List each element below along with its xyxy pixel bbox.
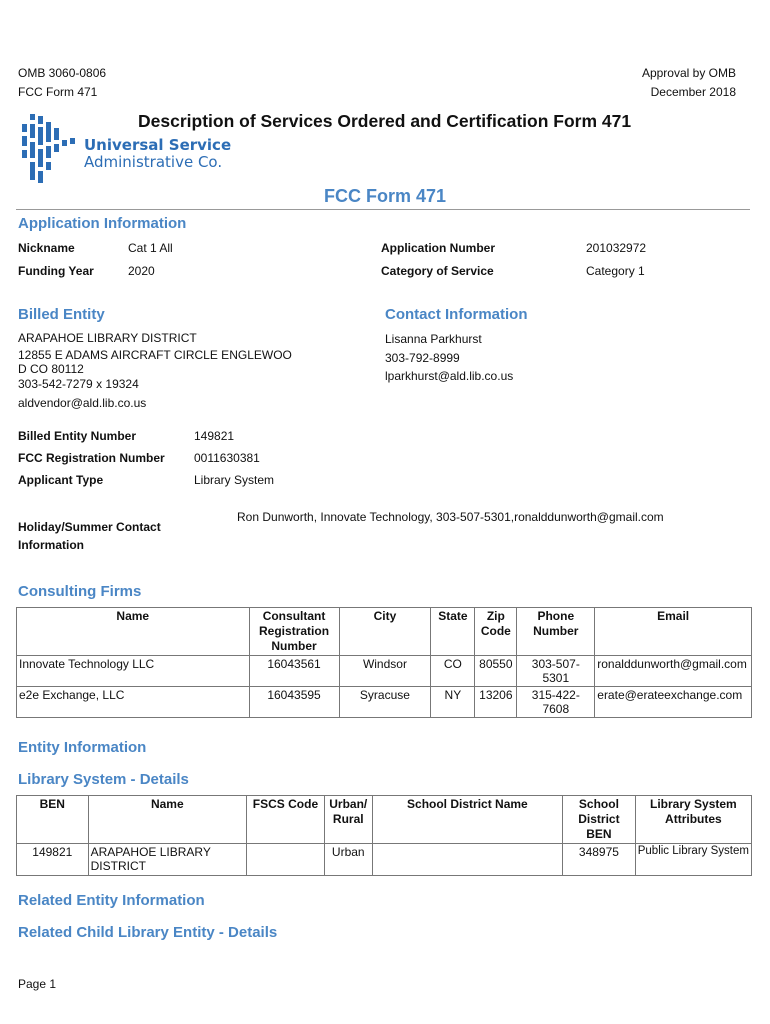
header-left [18, 64, 106, 102]
col-name: Name [88, 796, 246, 844]
holiday-contact-label [18, 518, 161, 554]
col-phone: Phone Number [517, 608, 595, 656]
nickname-label: Nickname [18, 241, 75, 255]
table-row [17, 656, 752, 687]
fcc-registration-label: FCC Registration Number [18, 451, 165, 465]
entity-ben: 149821 [17, 844, 89, 876]
related-entity-heading: Related Entity Information [18, 892, 205, 909]
billed-entity-phone: 303-542-7279 x 19324 [18, 377, 139, 391]
applicant-type-value: Library System [194, 473, 275, 487]
related-child-heading: Related Child Library Entity - Details [18, 924, 278, 941]
entity-attributes: Public Library System [635, 844, 751, 876]
firm-phone: 315-422-7608 [517, 687, 595, 718]
contact-heading: Contact Information [385, 306, 528, 323]
firm-reg: 16043595 [249, 687, 339, 718]
library-system-heading: Library System - Details [18, 771, 189, 788]
firm-phone: 303-507-5301 [517, 656, 595, 687]
billed-entity-email: aldvendor@ald.lib.co.us [18, 396, 147, 410]
table-row [17, 844, 752, 876]
logo-line-1: Universal Service [84, 136, 232, 154]
holiday-contact-label-line-2: Information [18, 538, 84, 552]
firm-state: NY [431, 687, 475, 718]
col-zip: Zip Code [475, 608, 517, 656]
logo-text [84, 137, 231, 171]
library-system-table [16, 795, 752, 876]
entity-heading: Entity Information [18, 739, 147, 756]
col-name: Name [17, 608, 250, 656]
approval-date: December 2018 [650, 85, 736, 99]
category-label: Category of Service [381, 264, 494, 278]
application-number-value: 201032972 [586, 241, 647, 255]
entity-fscs [247, 844, 325, 876]
table-row [17, 687, 752, 718]
firm-state: CO [431, 656, 475, 687]
col-state: State [431, 608, 475, 656]
consulting-table [16, 607, 752, 718]
billed-entity-name: ARAPAHOE LIBRARY DISTRICT [18, 331, 197, 345]
form-number: FCC Form 471 [18, 85, 98, 99]
firm-name: e2e Exchange, LLC [17, 687, 250, 718]
col-email: Email [595, 608, 752, 656]
col-fscs: FSCS Code [247, 796, 325, 844]
contact-email: lparkhurst@ald.lib.co.us [385, 369, 514, 383]
funding-year-value: 2020 [128, 264, 155, 278]
firm-city: Windsor [339, 656, 431, 687]
col-school-district-name: School District Name [372, 796, 562, 844]
page-number: Page 1 [18, 977, 57, 991]
holiday-contact-value: Ron Dunworth, Innovate Technology, 303-507-5301,ronalddunworth@gmail.com [237, 510, 664, 524]
entity-district-name [372, 844, 562, 876]
fcc-registration-value: 0011630381 [194, 451, 260, 465]
form-heading: FCC Form 471 [323, 186, 447, 206]
holiday-contact-label-line-1: Holiday/Summer Contact [18, 520, 161, 534]
firm-name: Innovate Technology LLC [17, 656, 250, 687]
ben-value: 149821 [194, 429, 235, 443]
application-number-label: Application Number [381, 241, 496, 255]
col-ben: BEN [17, 796, 89, 844]
page-title: Description of Services Ordered and Certification Form 471 [138, 111, 632, 131]
billed-entity-address-2: D CO 80112 [18, 362, 84, 376]
funding-year-label: Funding Year [18, 264, 94, 278]
consulting-heading: Consulting Firms [18, 583, 142, 600]
col-library-attributes: Library System Attributes [635, 796, 751, 844]
approval-text: Approval by OMB [641, 66, 736, 80]
consulting-header-row [17, 608, 752, 656]
firm-email: ronalddunworth@gmail.com [595, 656, 752, 687]
entity-district-ben: 348975 [563, 844, 636, 876]
library-header-row [17, 796, 752, 844]
applicant-type-label: Applicant Type [18, 473, 104, 487]
contact-details [385, 330, 513, 386]
omb-number: OMB 3060-0806 [18, 66, 107, 80]
col-consultant-reg: Consultant Registration Number [249, 608, 339, 656]
contact-phone: 303-792-8999 [385, 350, 460, 365]
entity-urban-rural: Urban [324, 844, 372, 876]
entity-name: ARAPAHOE LIBRARY DISTRICT [88, 844, 246, 876]
billed-entity-heading: Billed Entity [18, 306, 105, 323]
ben-label: Billed Entity Number [18, 429, 137, 443]
firm-zip: 13206 [475, 687, 517, 718]
category-value: Category 1 [586, 264, 645, 278]
billed-entity-address [18, 330, 292, 412]
header-right [642, 64, 736, 102]
col-school-district-ben: School District BEN [563, 796, 636, 844]
firm-email: erate@erateexchange.com [595, 687, 752, 718]
divider [16, 209, 750, 210]
contact-name: Lisanna Parkhurst [385, 332, 482, 346]
col-urban-rural: Urban/ Rural [324, 796, 372, 844]
billed-entity-address-1: 12855 E ADAMS AIRCRAFT CIRCLE ENGLEWOO [18, 348, 292, 362]
firm-reg: 16043561 [249, 656, 339, 687]
firm-zip: 80550 [475, 656, 517, 687]
col-city: City [339, 608, 431, 656]
firm-city: Syracuse [339, 687, 431, 718]
nickname-value: Cat 1 All [128, 241, 173, 255]
logo-line-2: Administrative Co. [84, 153, 223, 171]
application-heading: Application Information [18, 215, 187, 232]
